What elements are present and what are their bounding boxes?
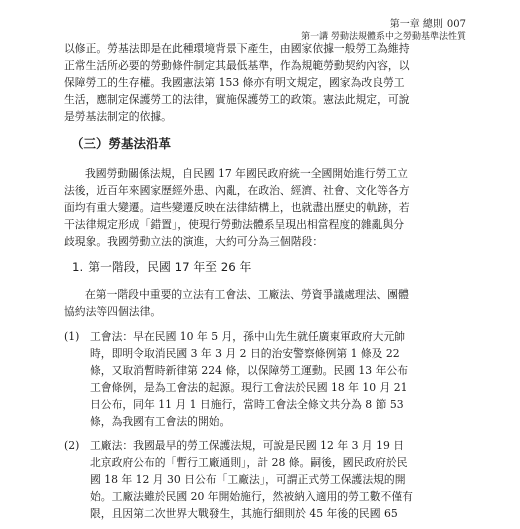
list-item (64, 437, 414, 522)
list-item-text: 工廠法：我國最早的勞工保護法規，可說是民國 12 年 3 月 19 日北京政府公布的「暫行工廠通則」，計 28 條。嗣後，國民政府於民國 18 年 12 月 30 日公布「工廠法」，可謂正式勞工保護法規的開始。工廠法雖於民國 20 年開始施行，然被納入適用的勞工數不僅有限，且因第二次世界大戰發生，其施行細則於 45 年後的民國 65 (90, 439, 413, 520)
list-item-marker: (1) (64, 330, 80, 343)
section-heading: （三）勞基法沿革 (71, 136, 172, 151)
header-chapter: 第一章 總則 (389, 19, 443, 30)
stage-intro-paragraph: 在第一階段中重要的立法有工會法、工廠法、勞資爭議處理法、團體協約法等四個法律。 (64, 288, 409, 318)
list-item (64, 328, 414, 430)
page-number: 007 (446, 19, 466, 30)
history-paragraph: 我國勞動關係法規，自民國 17 年國民政府統一全國開始進行勞工立法後，近百年來國家歷經外患、內亂，在政治、經濟、社會、文化等各方面均有重大變遷。這些變遷反映在法律結構上，也就盡出歷史的軌跡，若干法律規定形成「錯置」，使現行勞動法體系呈現出相當程度的雜亂與分歧現象。我國勞動立法的演進，大約可分為三個階段： (64, 167, 410, 248)
stage-number: 1. (72, 260, 84, 274)
stage-heading (72, 258, 414, 275)
stage-title: 第一階段，民國 17 年至 26 年 (88, 260, 252, 274)
header-chapter-line (301, 18, 466, 31)
list-item-marker: (2) (64, 439, 80, 452)
list-item-text: 工會法：早在民國 10 年 5 月，孫中山先生就任廣東軍政府大元帥時，即明令取消民國 3 年 3 月 2 日的治安警察條例第 1 條及 22 條，又取消暫時新律第 224 條，以保障勞工運動。民國 13 年公布工會條例，是為工會法的起源。現行工會法於民國 18 年 10 月 21 日公布，同年 11 月 1 日施行，當時工會法全條文共分為 8 節 53 條，為我國有工會法的開始。 (90, 330, 408, 428)
header-section: 第一講 勞動法規體系中之勞動基準法性質 (301, 32, 466, 42)
page-body (64, 40, 414, 529)
intro-paragraph: 以修正。勞基法即是在此種環境背景下產生，由國家依據一般勞工為維持正常生活所必要的勞動條件制定其最低基準，作為規範勞動契約內容，以保障勞工的生存權。我國憲法第 153 條亦有明文規定，國家為改良勞工生活，應制定保護勞工的法律，實施保護勞工的政策。憲法此規定，可說是勞基法制定的依據。 (64, 42, 410, 123)
